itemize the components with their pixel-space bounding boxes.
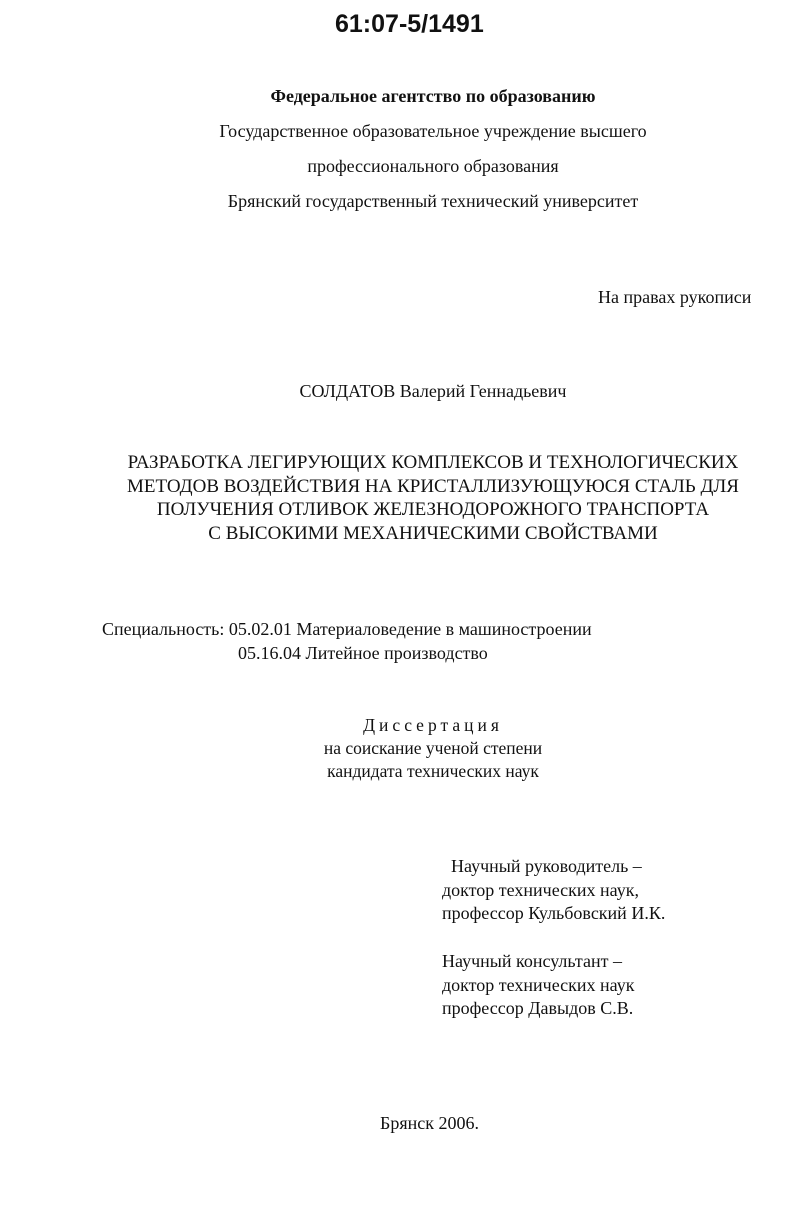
specialty-row-1 (102, 619, 592, 640)
manuscript-note: На правах рукописи (598, 287, 752, 307)
title-line: РАЗРАБОТКА ЛЕГИРУЮЩИХ КОМПЛЕКСОВ И ТЕХНОЛОГИЧЕСКИХ (127, 452, 739, 473)
specialty-label: Специальность: (102, 619, 225, 639)
place-year: Брянск 2006. (380, 1113, 479, 1133)
consultant-degree: доктор технических наук (442, 974, 635, 995)
agency-name: Федеральное агентство по образованию (270, 86, 596, 106)
thesis-title (0, 451, 799, 545)
supervisor-name: профессор Кульбовский И.К. (442, 903, 666, 923)
title-line: ПОЛУЧЕНИЯ ОТЛИВОК ЖЕЛЕЗНОДОРОЖНОГО ТРАНСПОРТА (156, 499, 710, 520)
supervisor-role: Научный руководитель – (451, 856, 642, 876)
dissertation-line-3: кандидата технических наук (327, 761, 539, 781)
title-line: МЕТОДОВ ВОЗДЕЙСТВИЯ НА КРИСТАЛЛИЗУЮЩУЮСЯ СТАЛЬ ДЛЯ (127, 475, 739, 497)
consultant-role: Научный консультант – (442, 951, 622, 971)
specialty-1: 05.02.01 Материаловедение в машиностроении (228, 619, 592, 639)
supervisor-block (442, 855, 665, 926)
consultant-name: профессор Давыдов С.В. (442, 998, 634, 1018)
author-name: СОЛДАТОВ Валерий Геннадьевич (299, 381, 567, 401)
dissertation-line-2: на соискание ученой степени (323, 738, 543, 758)
dissertation-word: Диссертация (363, 715, 503, 735)
catalog-code: 61:07-5/1491 (335, 10, 484, 38)
institution-line-2: профессионального образования (307, 156, 559, 176)
consultant-block (442, 950, 635, 1021)
supervisor-degree: доктор технических наук, (442, 879, 639, 900)
institution-line-1: Государственное образовательное учреждение высшего (219, 121, 647, 141)
university-name: Брянский государственный технический университет (227, 191, 639, 211)
specialty-2: 05.16.04 Литейное производство (238, 643, 488, 663)
title-line: С ВЫСОКИМИ МЕХАНИЧЕСКИМИ СВОЙСТВАМИ (208, 522, 658, 544)
